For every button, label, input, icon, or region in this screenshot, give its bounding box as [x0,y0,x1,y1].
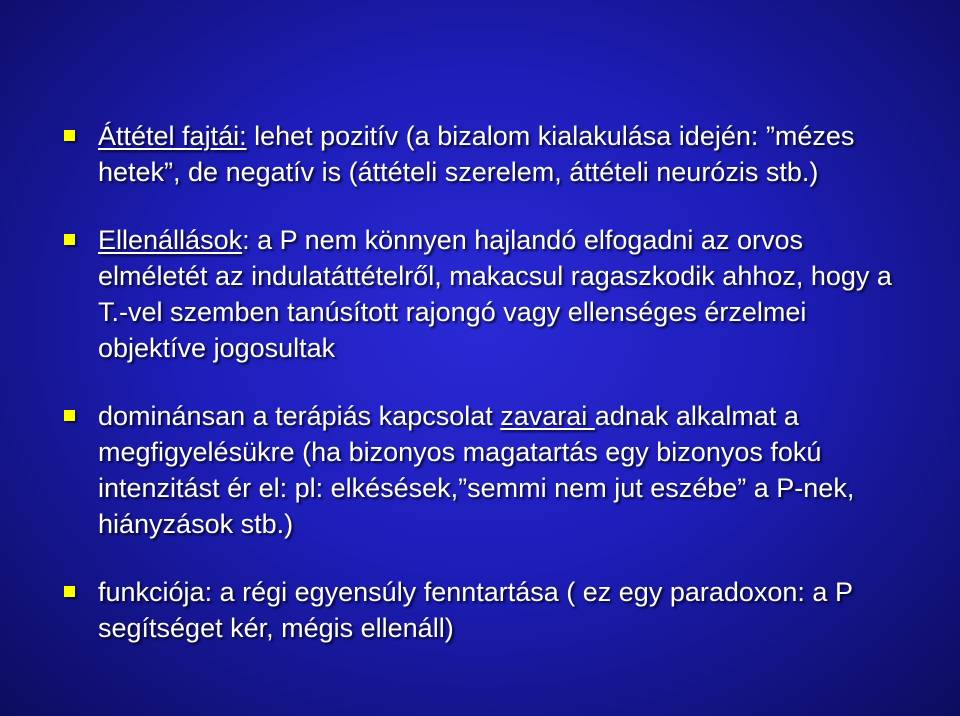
bullet-3-underlined: zavarai [500,401,595,431]
bullet-3-text-before: dominánsan a terápiás kapcsolat [98,401,501,431]
bullet-2-heading: Ellenállások [98,225,243,255]
bullet-1-heading: Áttétel fajtái: [98,121,247,151]
bullet-item-2 [60,222,910,366]
bullet-4-text: funkciója: a régi egyensúly fenntartása ( ez egy paradoxon: a P segítséget kér, mégis ellenáll) [98,577,853,643]
square-bullet-icon [64,586,75,597]
bullet-item-1 [60,118,910,190]
bullet-item-3 [60,398,910,542]
square-bullet-icon [64,234,75,245]
bullet-list [60,118,910,646]
bullet-item-4 [60,574,910,646]
bullet-3-text-after: adnak alkalmat a megfigyelésükre (ha bizonyos magatartás egy bizonyos fokú intenzitást ér el: pl: elkésések,”semmi nem jut eszébe” a P-nek, hiányzások stb.) [98,401,855,539]
bullet-1-text: lehet pozitív (a bizalom kialakulása idején: ”mézes hetek”, de negatív is (áttételi szerelem, áttételi neurózis stb.) [98,121,855,187]
square-bullet-icon [64,410,75,421]
bullet-2-text: : a P nem könnyen hajlandó elfogadni az orvos elméletét az indulatáttételről, makacsul ragaszkodik ahhoz, hogy a T.-vel szemben tanúsított rajongó vagy ellenséges érzelmei objektíve jogosultak [98,225,892,363]
square-bullet-icon [64,130,75,141]
